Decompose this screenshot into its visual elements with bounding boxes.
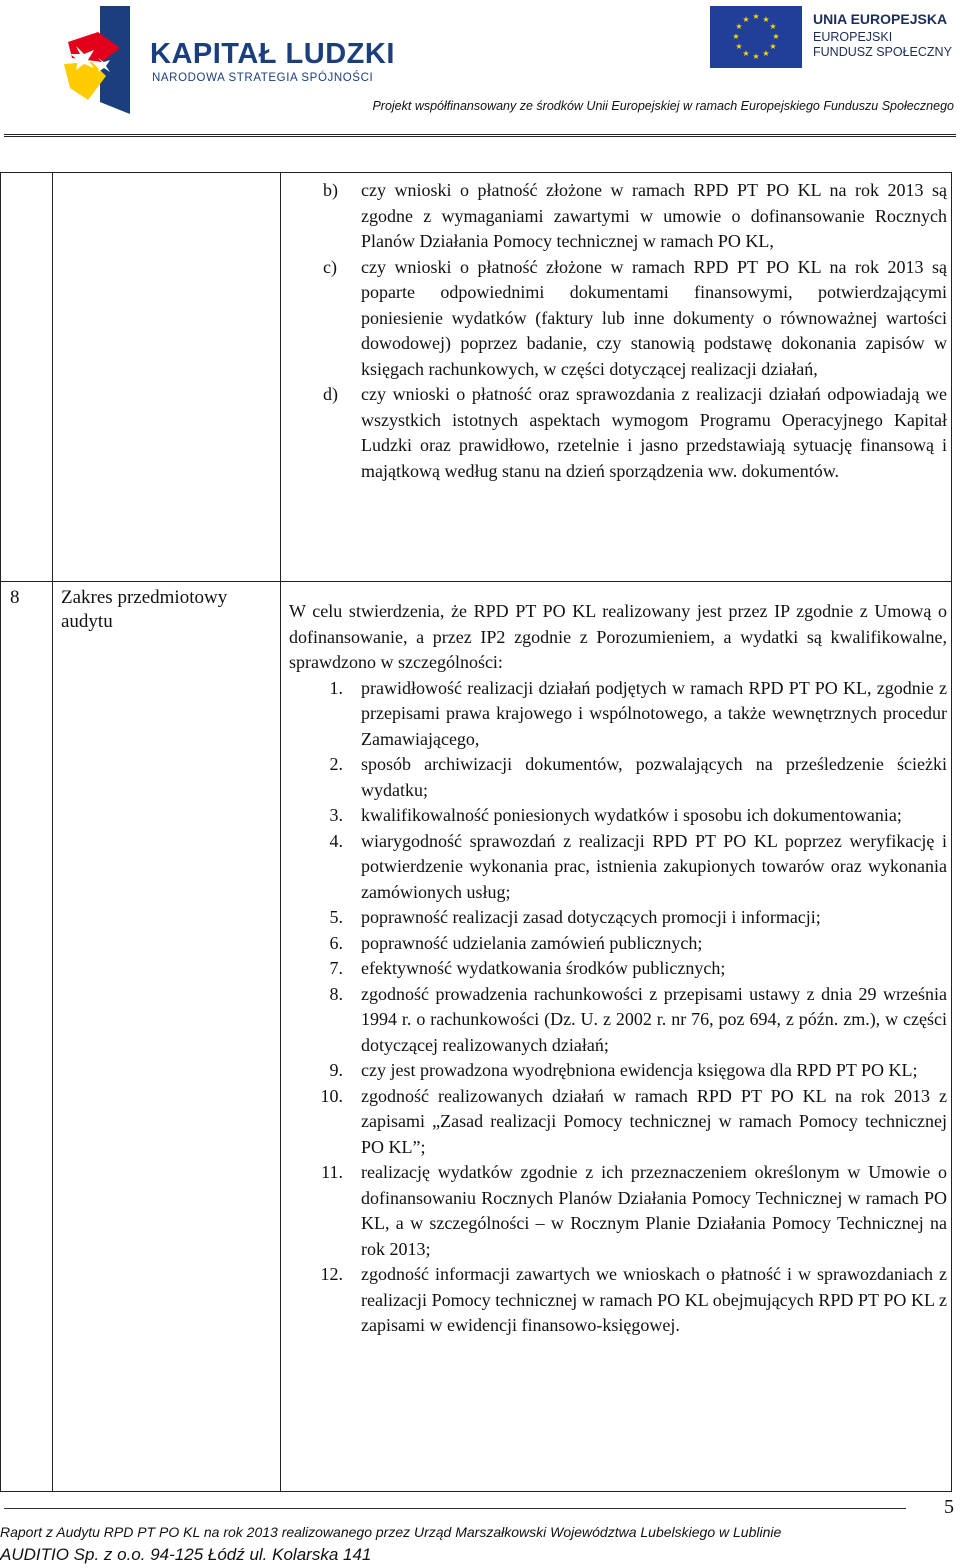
svg-text:★: ★ xyxy=(769,22,777,31)
list-item-text: czy wnioski o płatność złożone w ramach RPD PT PO KL na rok 2013 są poparte odpowiednimi dokumentami finansowymi, potwierdzającymi poniesienie wydatków (faktury lub inne dokumenty o równoważnej wartości dowodowej) poprzez badanie, czy stanowią podstawę dokonania zapisów w księgach rachunkowych, w części dotyczącej realizacji działań, xyxy=(361,256,947,379)
list-item xyxy=(325,1058,947,1084)
list-marker: b) xyxy=(323,180,338,200)
table-row-divider xyxy=(1,581,951,582)
eu-name-line2: EUROPEJSKI xyxy=(813,30,893,44)
eu-name-line3: FUNDUSZ SPOŁECZNY xyxy=(813,45,952,59)
list-item xyxy=(323,178,947,255)
list-item xyxy=(323,255,947,383)
list-marker: 11. xyxy=(321,1162,343,1182)
list-item-text: efektywność wydatkowania środków publicznych; xyxy=(361,958,726,978)
footer-company-address: AUDITIO Sp. z o.o. 94-125 Łódź ul. Kolarska 141 xyxy=(0,1545,372,1564)
table-column-divider xyxy=(52,173,53,1491)
list-item xyxy=(325,905,947,931)
cofinancing-note: Projekt współfinansowany ze środków Unii Europejskiej w ramach Europejskiego Funduszu Społecznego xyxy=(372,99,954,113)
list-item xyxy=(321,1160,947,1262)
svg-text:★: ★ xyxy=(732,32,740,41)
svg-text:★: ★ xyxy=(769,42,777,51)
list-item xyxy=(325,931,947,957)
page-number: 5 xyxy=(944,1496,954,1518)
svg-text:★: ★ xyxy=(742,49,750,58)
list-marker: 6. xyxy=(329,932,343,953)
page-header xyxy=(0,0,960,150)
audit-scope-intro: W celu stwierdzenia, że RPD PT PO KL realizowany jest przez IP zgodnie z Umową o dofinansowanie, a przez IP2 zgodnie z Porozumieniem, a wydatki są kwalifikowalne, sprawdzono w szczególności: xyxy=(289,601,947,672)
svg-text:★: ★ xyxy=(752,12,760,21)
list-item-text: zgodność realizowanych działań w ramach RPD PT PO KL na rok 2013 z zapisami „Zasad realizacji Pomocy technicznej w ramach Pomocy technicznej PO KL”; xyxy=(361,1085,947,1157)
audit-scope-cell xyxy=(289,599,947,1339)
list-item-text: prawidłowość realizacji działań podjętych w ramach RPD PT PO KL, zgodnie z przepisami prawa krajowego i wspólnotowego, a także wewnętrznych procedur Zamawiającego, xyxy=(361,677,947,749)
table-column-divider xyxy=(280,173,281,1491)
svg-text:★: ★ xyxy=(752,52,760,61)
list-item xyxy=(320,1262,947,1339)
list-marker: 3. xyxy=(329,805,343,825)
list-marker: 12. xyxy=(320,1264,343,1284)
list-item xyxy=(320,1084,947,1161)
list-item xyxy=(323,382,947,484)
list-marker: 4. xyxy=(329,830,343,851)
svg-text:★: ★ xyxy=(762,15,770,24)
list-item xyxy=(325,982,947,1059)
list-marker: d) xyxy=(323,384,338,404)
list-item-text: poprawność realizacji zasad dotyczących promocji i informacji; xyxy=(361,907,821,927)
kapital-ludzki-subtitle: NARODOWA STRATEGIA SPÓJNOŚCI xyxy=(152,72,374,84)
svg-text:★: ★ xyxy=(735,42,743,51)
eu-name-line1: UNIA EUROPEJSKA xyxy=(813,11,948,27)
list-marker: 8. xyxy=(329,983,343,1004)
list-item-text: czy wnioski o płatność oraz sprawozdania z realizacji działań odpowiadają we wszystkich istotnych aspektach wymogom Programu Operacyjnego Kapitał Ludzki oraz prawidłowo, rzetelnie i jasno przedstawiają sytuację finansową i majątkową według stanu na dzień sporządzenia ww. dokumentów. xyxy=(361,384,947,481)
svg-text:★: ★ xyxy=(762,49,770,58)
list-item xyxy=(325,829,947,906)
svg-text:★: ★ xyxy=(742,15,750,24)
audit-scope-list xyxy=(320,676,947,1339)
list-item xyxy=(325,752,947,803)
list-item-text: zgodność informacji zawartych we wnioskach o płatność i w sprawozdaniach z realizacji Pomocy technicznej w ramach PO KL obejmujących RPD PT PO KL z zapisami w ewidencji finansowo-księgowej. xyxy=(361,1264,947,1335)
list-item-text: czy wnioski o płatność złożone w ramach RPD PT PO KL na rok 2013 są zgodne z wymaganiami zawartymi w umowie o dofinansowanie Rocznych Planów Działania Pomocy technicznej w ramach PO KL, xyxy=(361,180,947,251)
list-marker: 2. xyxy=(329,754,343,774)
list-marker: 7. xyxy=(329,958,343,978)
eu-flag-icon xyxy=(710,6,802,68)
list-marker: 10. xyxy=(320,1085,343,1106)
kapital-ludzki-title: KAPITAŁ LUDZKI xyxy=(150,38,395,70)
list-item-text: kwalifikowalność poniesionych wydatków i sposobu ich dokumentowania; xyxy=(361,805,902,825)
row-number: 8 xyxy=(10,587,20,608)
svg-text:★: ★ xyxy=(735,22,743,31)
list-item-text: poprawność udzielania zamówień publicznych; xyxy=(361,932,703,953)
list-marker: c) xyxy=(323,256,337,277)
list-item-text: wiarygodność sprawozdań z realizacji RPD PT PO KL poprzez weryfikację i potwierdzenie wykonania prac, istnienia zakupionych towarów oraz wykonania zamówionych usług; xyxy=(361,830,947,902)
list-item xyxy=(325,676,947,753)
list-item-text: zgodność prowadzenia rachunkowości z przepisami ustawy z dnia 29 września 1994 r. o rachunkowości (Dz. U. z 2002 r. nr 76, poz 694, z późn. zm.), w części dotyczącej realizowanych działań; xyxy=(361,983,947,1055)
list-item-text: sposób archiwizacji dokumentów, pozwalających na prześledzenie ścieżki wydatku; xyxy=(361,754,947,800)
footer-report-title: Raport z Audytu RPD PT PO KL na rok 2013 realizowanego przez Urząd Marszałkowski Województwa Lubelskiego w Lublinie xyxy=(0,1524,782,1540)
kapital-ludzki-logo-icon xyxy=(62,6,132,114)
footer-divider xyxy=(4,1508,906,1509)
svg-text:★: ★ xyxy=(772,32,780,41)
audit-table xyxy=(0,172,952,1492)
list-marker: 5. xyxy=(329,907,343,927)
list-item xyxy=(325,956,947,982)
list-item xyxy=(325,803,947,829)
previous-row-list xyxy=(323,178,947,484)
list-marker: 1. xyxy=(329,677,343,698)
header-divider xyxy=(4,134,956,137)
list-marker: 9. xyxy=(329,1060,343,1080)
list-item-text: realizację wydatków zgodnie z ich przeznaczeniem określonym w Umowie o dofinansowaniu Rocznych Planów Działania Pomocy Technicznej w ramach PO KL, a w szczególności – w Rocznym Planie Działania Pomocy Technicznej na rok 2013; xyxy=(361,1162,947,1259)
row-label: Zakres przedmiotowy audytu xyxy=(61,587,228,632)
list-item-text: czy jest prowadzona wyodrębniona ewidencja księgowa dla RPD PT PO KL; xyxy=(361,1060,918,1080)
